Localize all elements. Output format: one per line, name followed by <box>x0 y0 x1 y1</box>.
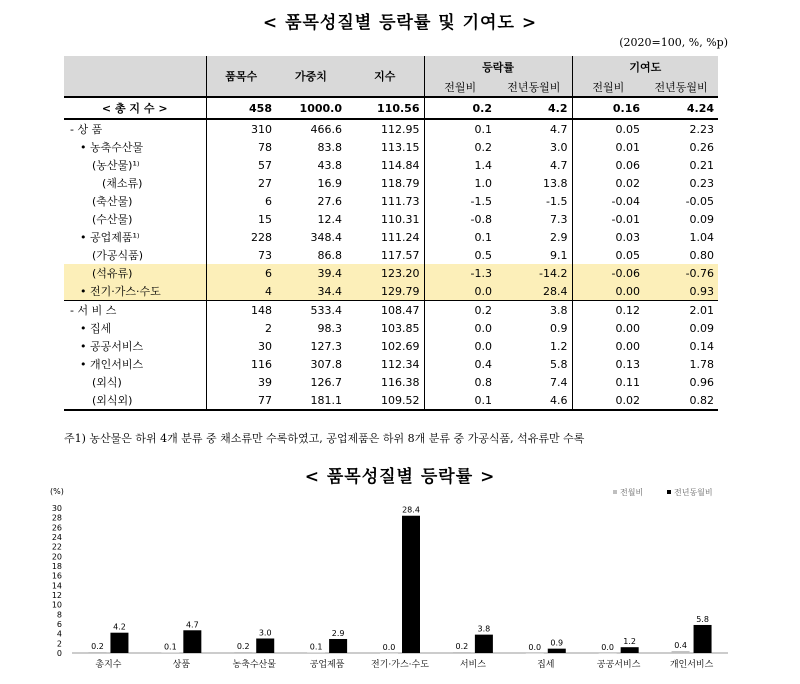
cell-contrib-yoy: 2.23 <box>644 119 718 138</box>
x-tick-label: 집세 <box>537 660 555 670</box>
row-label: • 공공서비스 <box>64 337 206 355</box>
cell-rate-mom: 1.4 <box>474 158 492 172</box>
cell-contrib-yoy: -0.05 <box>685 194 715 208</box>
bar-mom <box>234 652 252 653</box>
cell-weight: 16.9 <box>317 176 342 190</box>
y-tick-label: 26 <box>51 523 62 533</box>
row-label: (수산물) <box>64 210 206 228</box>
cell-weight: 34.4 <box>276 282 346 301</box>
cell-rate-yoy: 4.7 <box>496 156 572 174</box>
header-contrib: 기여도 <box>572 56 718 78</box>
y-tick-label: 8 <box>56 610 62 620</box>
data-label-yoy: 28.4 <box>402 505 420 515</box>
cell-count: 4 <box>206 282 276 301</box>
cell-index: 110.56 <box>346 97 424 119</box>
cell-count: 148 <box>206 301 276 320</box>
cell-contrib-mom: 0.12 <box>572 301 644 320</box>
footnote: 주1) 농산물은 하위 4개 분류 중 채소류만 수록하였고, 공업제품은 하위 8개 분류 중 가공식품, 석유류만 수록 <box>64 432 585 445</box>
cell-rate-mom: 0.2 <box>424 301 496 320</box>
cell-count: 73 <box>258 248 272 262</box>
bar-mom <box>599 653 617 654</box>
bar-mom <box>526 653 544 654</box>
header-rate-mom: 전월비 <box>424 78 496 97</box>
data-label-mom: 0.2 <box>455 642 469 652</box>
cell-index: 112.95 <box>346 119 424 138</box>
bar-mom <box>307 653 325 654</box>
data-label-yoy: 3.8 <box>477 624 491 634</box>
cell-contrib-mom: 0.01 <box>615 140 641 154</box>
cell-count: 15 <box>258 212 272 226</box>
x-tick-label: 공공서비스 <box>596 660 641 670</box>
cell-rate-yoy: 9.1 <box>496 246 572 264</box>
header-contrib-mom: 전월비 <box>572 78 644 97</box>
cell-contrib-mom: 0.16 <box>572 97 644 119</box>
cell-weight: 43.8 <box>317 158 342 172</box>
cell-count: 39 <box>258 375 272 389</box>
y-tick-label: 2 <box>56 639 62 649</box>
cell-count: 77 <box>206 391 276 410</box>
cell-contrib-yoy: 4.24 <box>644 97 718 119</box>
bar-yoy <box>402 516 420 653</box>
data-label-yoy: 3.0 <box>258 628 272 638</box>
cell-rate-yoy: 3.0 <box>496 138 572 156</box>
cell-weight: 466.6 <box>276 119 346 138</box>
legend-label-mom: 전월비 <box>620 488 644 497</box>
cell-count: 458 <box>206 97 276 119</box>
cell-rate-mom: 0.4 <box>474 357 492 371</box>
data-label-mom: 0.0 <box>382 643 396 652</box>
cell-rate-mom: 0.2 <box>474 140 492 154</box>
cell-count: 6 <box>265 194 272 208</box>
cell-rate-mom: 0.5 <box>474 248 492 262</box>
cell-index: 118.79 <box>346 174 424 192</box>
cell-contrib-mom: 0.00 <box>615 321 641 335</box>
cell-index: 129.79 <box>346 282 424 301</box>
data-label-yoy: 1.2 <box>623 637 637 647</box>
bar-yoy <box>548 649 566 653</box>
y-axis-label: (%) <box>50 487 64 496</box>
cell-contrib-mom: 0.03 <box>615 230 641 244</box>
data-label-yoy: 2.9 <box>331 628 345 638</box>
cell-rate-yoy: -1.5 <box>496 192 572 210</box>
cell-contrib-mom: 0.13 <box>615 357 641 371</box>
cell-rate-mom: 0.0 <box>474 321 492 335</box>
cell-count: 2 <box>265 321 272 335</box>
y-tick-label: 10 <box>51 600 62 610</box>
cell-index: 109.52 <box>346 391 424 410</box>
cell-rate-yoy: 5.8 <box>496 355 572 373</box>
cell-rate-yoy: -14.2 <box>496 264 572 282</box>
cell-rate-mom: 0.0 <box>474 339 492 353</box>
cell-index: 112.34 <box>346 355 424 373</box>
cell-rate-yoy: 4.6 <box>496 391 572 410</box>
y-tick-label: 14 <box>51 581 62 591</box>
cell-index: 111.73 <box>346 192 424 210</box>
header-rate-yoy: 전년동월비 <box>496 78 572 97</box>
cell-index: 117.57 <box>346 246 424 264</box>
y-tick-label: 12 <box>51 591 62 600</box>
data-label-yoy: 4.7 <box>185 620 199 630</box>
y-tick-label: 6 <box>56 620 62 629</box>
cell-rate-mom: 0.1 <box>474 230 492 244</box>
data-label-mom: 0.1 <box>309 642 323 652</box>
cell-weight: 86.8 <box>317 248 342 262</box>
cell-contrib-yoy: 0.23 <box>689 176 715 190</box>
cell-count: 57 <box>258 158 272 172</box>
bar-mom <box>380 653 398 654</box>
cell-rate-yoy: 0.9 <box>496 319 572 337</box>
y-tick-label: 22 <box>51 542 62 552</box>
row-label: (석유류) <box>64 264 206 282</box>
cell-index: 116.38 <box>346 373 424 391</box>
legend-swatch-mom <box>613 490 617 494</box>
x-tick-label: 상품 <box>172 660 191 670</box>
cell-contrib-yoy: 0.93 <box>644 282 718 301</box>
cell-index: 108.47 <box>346 301 424 320</box>
cell-contrib-yoy: 0.09 <box>689 321 715 335</box>
cell-rate-yoy: 3.8 <box>496 301 572 320</box>
cell-count: 27 <box>258 176 272 190</box>
cell-count: 78 <box>258 140 272 154</box>
row-label: - 서 비 스 <box>64 301 206 320</box>
cell-weight: 39.4 <box>276 264 346 282</box>
y-tick-label: 24 <box>51 533 62 542</box>
y-tick-label: 18 <box>51 562 62 571</box>
header-index: 지수 <box>346 56 424 97</box>
row-label: (외식외) <box>64 391 206 410</box>
cell-contrib-yoy: 0.26 <box>689 140 715 154</box>
cell-weight: 181.1 <box>276 391 346 410</box>
x-tick-label: 공업제품 <box>309 660 345 670</box>
legend-swatch-yoy <box>667 490 671 494</box>
cell-contrib-yoy: 0.09 <box>689 212 715 226</box>
cell-rate-mom: -0.8 <box>470 212 492 226</box>
cell-weight: 348.4 <box>310 230 342 244</box>
x-tick-label: 서비스 <box>459 660 486 670</box>
cell-index: 103.85 <box>346 319 424 337</box>
cell-contrib-yoy: -0.76 <box>644 264 718 282</box>
cell-rate-yoy: 4.7 <box>496 119 572 138</box>
cell-weight: 27.6 <box>317 194 342 208</box>
cell-contrib-mom: 0.06 <box>615 158 641 172</box>
cell-rate-yoy: 7.4 <box>496 373 572 391</box>
cell-rate-yoy: 2.9 <box>496 228 572 246</box>
bar-mom <box>453 652 471 653</box>
cell-contrib-mom: 0.05 <box>615 248 641 262</box>
cell-contrib-mom: -0.06 <box>572 264 644 282</box>
cell-contrib-yoy: 0.82 <box>644 391 718 410</box>
unit-label: (2020=100, %, %p) <box>619 36 728 49</box>
x-tick-label: 총지수 <box>95 660 122 670</box>
cell-index: 123.20 <box>346 264 424 282</box>
data-label-mom: 0.2 <box>236 642 250 652</box>
bar-mom <box>88 652 106 653</box>
cell-weight: 98.3 <box>317 321 342 335</box>
row-label: • 농축수산물 <box>64 138 206 156</box>
y-tick-label: 0 <box>56 649 62 658</box>
row-label: • 개인서비스 <box>64 355 206 373</box>
row-label: - 상 품 <box>64 119 206 138</box>
y-tick-label: 16 <box>51 571 62 581</box>
cell-index: 110.31 <box>346 210 424 228</box>
cell-weight: 533.4 <box>276 301 346 320</box>
cell-contrib-yoy: 0.96 <box>689 375 715 389</box>
row-label: • 공업제품¹⁾ <box>64 228 206 246</box>
row-label: (농산물)¹⁾ <box>64 156 206 174</box>
bar-yoy <box>256 639 274 654</box>
row-label: (외식) <box>64 373 206 391</box>
cell-rate-mom: 1.0 <box>474 176 492 190</box>
header-contrib-yoy: 전년동월비 <box>644 78 718 97</box>
cell-rate-yoy: 1.2 <box>496 337 572 355</box>
cell-weight: 127.3 <box>310 339 342 353</box>
cell-count: 310 <box>206 119 276 138</box>
row-label: < 총 지 수 > <box>64 97 206 119</box>
y-tick-label: 28 <box>51 513 62 523</box>
row-label: (축산물) <box>64 192 206 210</box>
data-label-yoy: 5.8 <box>696 614 709 624</box>
data-label-mom: 0.4 <box>674 641 687 651</box>
header-rate: 등락률 <box>424 56 572 78</box>
row-label: • 전기·가스·수도 <box>64 282 206 301</box>
header-count: 품목수 <box>206 56 276 97</box>
cell-rate-mom: -1.5 <box>470 194 492 208</box>
y-tick-label: 4 <box>56 629 62 639</box>
x-tick-label: 전기·가스·수도 <box>371 660 429 670</box>
cell-rate-yoy: 4.2 <box>496 97 572 119</box>
x-tick-label: 개인서비스 <box>669 660 714 670</box>
cell-weight: 307.8 <box>310 357 342 371</box>
cell-rate-mom: 0.0 <box>424 282 496 301</box>
cell-contrib-mom: 0.00 <box>615 339 641 353</box>
cell-rate-yoy: 13.8 <box>496 174 572 192</box>
cell-contrib-yoy: 2.01 <box>644 301 718 320</box>
cell-index: 114.84 <box>346 156 424 174</box>
bar-yoy <box>621 647 639 653</box>
cell-contrib-mom: -0.04 <box>611 194 641 208</box>
cell-contrib-mom: 0.05 <box>572 119 644 138</box>
table-title: < 품목성질별 등락률 및 기여도 > <box>262 13 538 33</box>
cell-contrib-yoy: 0.21 <box>689 158 715 172</box>
cell-count: 6 <box>206 264 276 282</box>
header-weight: 가중치 <box>276 56 346 97</box>
row-label: (가공식품) <box>64 246 206 264</box>
cell-weight: 83.8 <box>317 140 342 154</box>
bar-yoy <box>183 630 201 653</box>
cell-count: 228 <box>251 230 272 244</box>
bar-mom <box>672 651 690 653</box>
x-tick-label: 농축수산물 <box>232 660 276 670</box>
bar-yoy <box>110 633 128 653</box>
cell-contrib-yoy: 0.80 <box>689 248 715 262</box>
cell-contrib-yoy: 0.14 <box>689 339 715 353</box>
bar-yoy <box>694 625 712 653</box>
cell-contrib-mom: -0.01 <box>611 212 641 226</box>
cell-rate-yoy: 7.3 <box>496 210 572 228</box>
data-label-mom: 0.2 <box>91 642 104 652</box>
cell-weight: 126.7 <box>310 375 342 389</box>
cell-contrib-mom: 0.02 <box>572 391 644 410</box>
cell-rate-mom: 0.1 <box>424 391 496 410</box>
y-tick-label: 20 <box>51 552 62 562</box>
cell-contrib-yoy: 1.78 <box>689 357 715 371</box>
data-label-yoy: 4.2 <box>113 622 126 632</box>
cell-rate-yoy: 28.4 <box>496 282 572 301</box>
cell-index: 102.69 <box>346 337 424 355</box>
cell-rate-mom: 0.2 <box>424 97 496 119</box>
data-label-mom: 0.0 <box>601 643 615 652</box>
cell-rate-mom: 0.1 <box>424 119 496 138</box>
cell-contrib-mom: 0.00 <box>572 282 644 301</box>
bar-yoy <box>475 635 493 653</box>
cell-contrib-mom: 0.02 <box>615 176 641 190</box>
cell-index: 111.24 <box>346 228 424 246</box>
bar-mom <box>161 653 179 654</box>
cell-weight: 1000.0 <box>276 97 346 119</box>
cell-rate-mom: -1.3 <box>424 264 496 282</box>
y-tick-label: 30 <box>51 504 62 513</box>
cell-rate-mom: 0.8 <box>474 375 492 389</box>
legend-label-yoy: 전년동월비 <box>674 488 713 497</box>
cell-index: 113.15 <box>346 138 424 156</box>
data-label-mom: 0.0 <box>528 643 542 652</box>
cell-contrib-mom: 0.11 <box>615 375 641 389</box>
cell-count: 30 <box>258 339 272 353</box>
data-label-yoy: 0.9 <box>550 638 564 648</box>
cell-contrib-yoy: 1.04 <box>689 230 715 244</box>
chart-title: < 품목성질별 등락률 > <box>304 467 496 487</box>
bar-yoy <box>329 639 347 653</box>
row-label: (채소류) <box>64 174 206 192</box>
cell-count: 116 <box>251 357 272 371</box>
row-label: • 집세 <box>64 319 206 337</box>
data-label-mom: 0.1 <box>163 642 177 652</box>
cell-weight: 12.4 <box>317 212 342 226</box>
